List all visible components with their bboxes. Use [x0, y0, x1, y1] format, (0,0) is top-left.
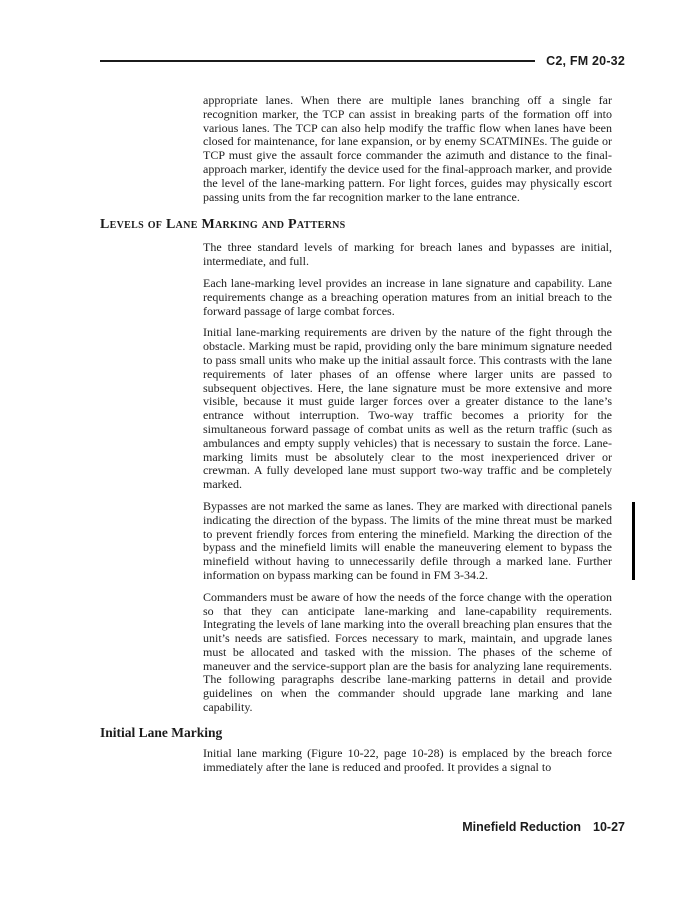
header-rule [100, 60, 535, 62]
footer-page-number: 10-27 [593, 820, 625, 834]
page-body [100, 94, 612, 782]
paragraph-commanders: Commanders must be aware of how the needs of the force change with the operation so that they can anticipate lane-marking and lane-capability requirements. Integrating the levels of lane marking into the overall breaching plan ensures that the unit’s needs are satisfied. Forces necessary to mark, maintain, and upgrade lanes must be allocated and tasked with the mission. The phases of the scheme of maneuver and the service-support plan are the basis for analyzing lane requirements. The following paragraphs describe lane-marking patterns in detail and provide guidelines on when the commander should upgrade lane marking and lane capability. [203, 589, 612, 715]
change-bar [632, 502, 635, 580]
paragraph-bypasses-wrap [203, 500, 612, 583]
paragraph-tcp-guidance: appropriate lanes. When there are multiple lanes branching off a single far recognition marker, the TCP can assist in breaking parts of the formation off into various lanes. The TCP can also help modify the traffic flow when lanes have been closed for maintenance, for lane expansion, or by enemy SCATMINEs. The guide or TCP must give the assault force commander the azimuth and distance to the final-approach marker, identify the device used for the final-approach marker, and provide the level of the lane-marking pattern. For light forces, guides may physically escort passing units from the far recognition marker to the lane entrance. [203, 93, 612, 204]
paragraph-initial-lane-marking: Initial lane marking (Figure 10-22, page 10-28) is emplaced by the breach force immediately after the lane is reduced and proofed. It provides a signal to [203, 745, 612, 774]
page-header [100, 54, 625, 68]
page-footer [462, 820, 625, 834]
paragraph-standard-levels: The three standard levels of marking for breach lanes and bypasses are initial, intermediate, and full. [203, 240, 612, 269]
footer-section-title: Minefield Reduction [462, 820, 582, 834]
sub-heading-initial-lane-marking: Initial Lane Marking [100, 724, 223, 740]
section-heading-levels-of-lane-marking: Levels of Lane Marking and Patterns [100, 217, 346, 233]
document-reference: C2, FM 20-32 [546, 54, 625, 68]
paragraph-bypasses: Bypasses are not marked the same as lanes. They are marked with directional panels indicating the direction of the bypass. The limits of the mine threat must be marked to prevent friendly forces from entering the minefield. Marking the direction of the bypass and the minefield limits will enable the maneuvering element to bypass the minefield without having to unnecessarily defile through a marked lane. Further information on bypass marking can be found in FM 3-34.2. [203, 498, 612, 582]
paragraph-initial-requirements: Initial lane-marking requirements are driven by the nature of the fight through the obstacle. Marking must be rapid, providing only the bare minimum signature needed to pass small units who make up the initial assault force. This contrasts with the lane requirements of later phases of an offense where larger units are passed to subsequent objectives. Here, the lane signature must be more extensive and more visible, because it must guide larger forces over a greater distance to the lane’s entrance without interruption. Two-way traffic becomes a priority for the simultaneous forward passage of combat units as well as the return traffic (such as ambulances and empty supply vehicles) that is necessary to sustain the force. Lane-marking limits must be absolutely clear to the most inexperienced driver or crewman. A fully developed lane must support two-way traffic and be completely marked. [203, 325, 612, 492]
paragraph-level-capability: Each lane-marking level provides an increase in lane signature and capability. Lane requirements change as a breaching operation matures from an initial breach to the forward passage of large combat forces. [203, 275, 612, 318]
